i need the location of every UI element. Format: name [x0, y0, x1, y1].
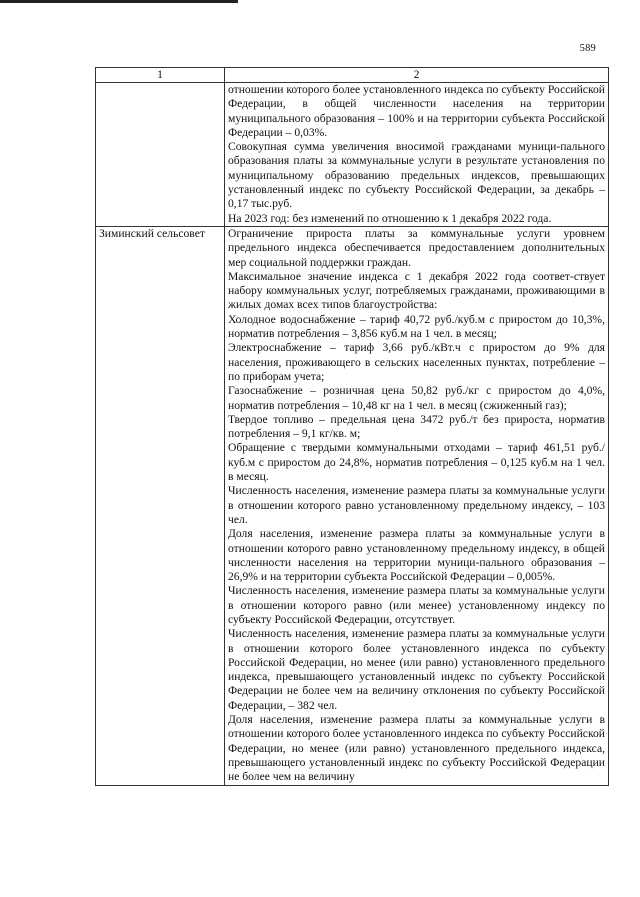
paragraph: Максимальное значение индекса с 1 декабря 2022 года соответ-ствует набору коммунальных услуг, потребляемых гражданами, проживающими в жилых домах всех типов благоустройства:: [228, 269, 605, 312]
page-number: 589: [579, 43, 596, 54]
table-row: [96, 226, 609, 785]
paragraph: отношении которого более установленного индекса по субъекту Российской Федерации, в общей численности населения на территории муниципального образования – 100% и на территории субъекта Российской Федерации – 0,03%.: [228, 83, 605, 139]
top-rule: [0, 0, 238, 3]
paragraph: Численность населения, изменение размера платы за коммунальные услуги в отношении которого более установленного индекса по субъекту Российской Федерации, но менее (или равно) установленного предельного индекса, превышающего установленный индекс по субъекту Российской Федерации не более чем на величину отклонения по субъекту Российской Федерации, – 382 чел.: [228, 627, 605, 712]
municipality-cell: [96, 83, 225, 227]
paragraph: Численность населения, изменение размера платы за коммунальные услуги в отношении которого равно (или менее) установленному индексу по субъекту Российской Федерации, отсутствует.: [228, 584, 605, 626]
paragraph: Доля населения, изменение размера платы за коммунальные услуги в отношении которого равно установленному предельному индексу, в общей численности населения на территории муници-пального образования – 26,9% и на территории субъекта Российской Федерации – 0,005%.: [228, 527, 605, 584]
column-header-2: 2: [225, 68, 609, 83]
paragraph: Ограничение прироста платы за коммунальные услуги уровнем предельного индекса обеспечивается предоставлением дополнительных мер социальной поддержки граждан.: [228, 226, 605, 269]
paragraph: Численность населения, изменение размера платы за коммунальные услуги в отношении которого равно установленному предельному индексу, – 103 чел.: [228, 484, 605, 526]
paragraph: Холодное водоснабжение – тариф 40,72 руб./куб.м с приростом до 10,3%, норматив потребления – 3,856 куб.м на 1 чел. в месяц;: [228, 312, 605, 341]
paragraph: На 2023 год: без изменений по отношению к 1 декабря 2022 года.: [228, 211, 552, 225]
paragraph: Доля населения, изменение размера платы за коммунальные услуги в отношении которого более установленного индекса по субъекту Российской Федерации, но менее (или равно) установленного предельного индекса, превышающего установленный индекс по субъекту Российской Федерации не более чем на величину: [228, 713, 605, 784]
description-cell: [225, 226, 609, 785]
column-header-1: 1: [96, 68, 225, 83]
paragraph: Электроснабжение – тариф 3,66 руб./кВт.ч с приростом до 9% для населения, проживающего в сельских населенных пунктах, потребление – по приборам учета;: [228, 341, 605, 383]
municipality-cell: Зиминский сельсовет: [96, 226, 225, 785]
paragraph: Совокупная сумма увеличения вносимой гражданами муници-пального образования платы за коммунальные услуги в результате установления по муниципальному образованию предельных индексов, превышающих установленный индекс по субъекту Российской Федерации, за декабрь – 0,17 тыс.руб.: [228, 140, 605, 211]
table-row: [96, 83, 609, 227]
description-cell: [225, 83, 609, 227]
paragraph: Обращение с твердыми коммунальными отходами – тариф 461,51 руб./куб.м с приростом до 24,8%, норматив потребления – 0,125 куб.м на 1 чел. в месяц.: [228, 441, 605, 484]
paragraph: Твердое топливо – предельная цена 3472 руб./т без прироста, норматив потребления – 9,1 кг/кв. м;: [228, 412, 605, 441]
paragraph: Газоснабжение – розничная цена 50,82 руб./кг с приростом до 4,0%, норматив потребления – 10,48 кг на 1 чел. в месяц (сжиженный газ);: [228, 384, 605, 412]
document-table: [95, 67, 609, 786]
table-header-row: [96, 68, 609, 83]
